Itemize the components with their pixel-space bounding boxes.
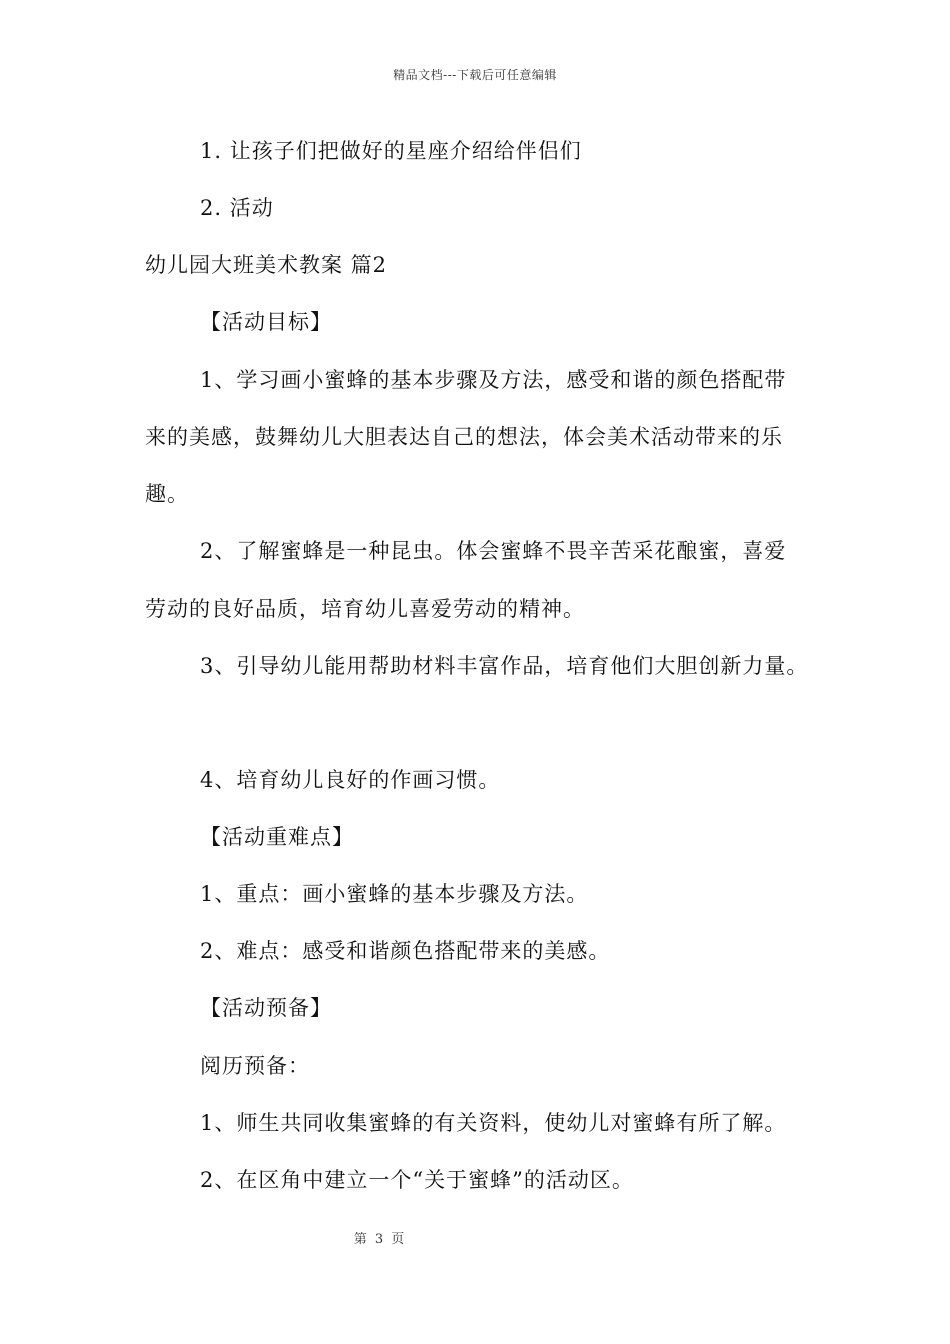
section-title: 幼儿园大班美术教案 篇2 (145, 253, 388, 277)
goal-2-line-2: 劳动的良好品质，培育幼儿喜爱劳动的精神。 (145, 597, 585, 621)
preparation-1: 1、师生共同收集蜜蜂的有关资料，使幼儿对蜜蜂有所了解。 (200, 1111, 787, 1135)
goal-4: 4、培育幼儿良好的作画习惯。 (200, 768, 501, 792)
goal-1-line-3: 趣。 (145, 482, 189, 506)
goal-2-line-1: 2、了解蜜蜂是一种昆虫。体会蜜蜂不畏辛苦采花酿蜜，喜爱 (200, 539, 787, 563)
list-item-present-constellation: 1. 让孩子们把做好的星座介绍给伴侣们 (200, 139, 582, 163)
goal-1-line-2: 来的美感，鼓舞幼儿大胆表达自己的想法，体会美术活动带来的乐 (145, 425, 783, 449)
key-point: 1、重点：画小蜜蜂的基本步骤及方法。 (200, 882, 589, 906)
heading-activity-preparation: 【活动预备】 (200, 996, 332, 1020)
preparation-2: 2、在区角中建立一个“关于蜜蜂”的活动区。 (200, 1168, 634, 1192)
goal-1-line-1: 1、学习画小蜜蜂的基本步骤及方法，感受和谐的颜色搭配带 (200, 368, 787, 392)
heading-key-difficult-points: 【活动重难点】 (200, 825, 354, 849)
page-header: 精品文档---下载后可任意编辑 (393, 68, 557, 82)
experience-preparation-label: 阅历预备： (200, 1054, 310, 1078)
heading-activity-goals: 【活动目标】 (200, 310, 332, 334)
goal-3: 3、引导幼儿能用帮助材料丰富作品，培育他们大胆创新力量。 (200, 654, 809, 678)
difficult-point: 2、难点：感受和谐颜色搭配带来的美感。 (200, 939, 611, 963)
list-item-activity: 2. 活动 (200, 196, 274, 220)
page-footer: 第 3 页 (353, 1232, 407, 1247)
